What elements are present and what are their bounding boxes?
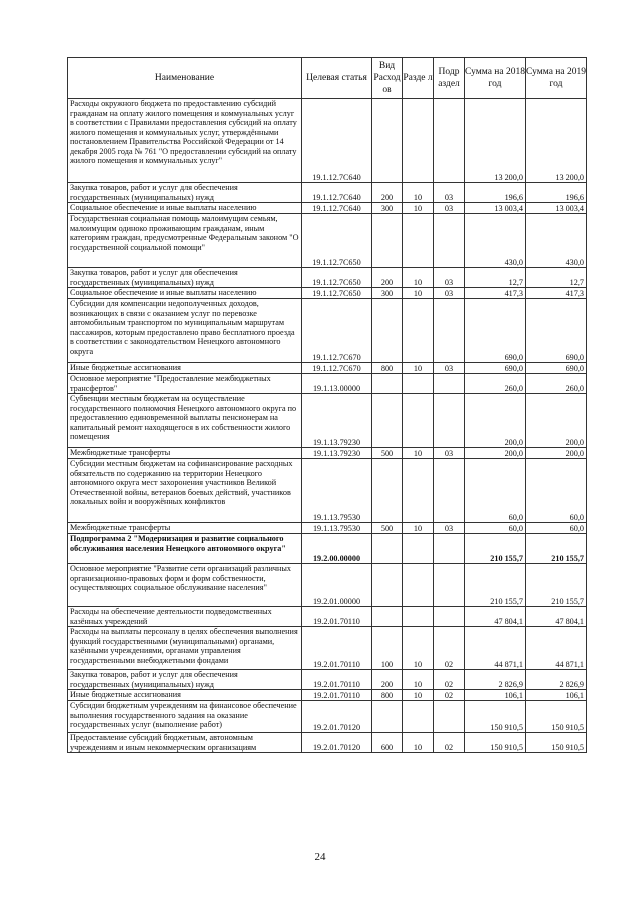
row-name: Иные бюджетные ассигнования — [68, 363, 302, 374]
row-name: Основное мероприятие "Развитие сети организаций различных организационно-правовых форм и форм собственности, осуществляющих социальное обслуживание населения" — [68, 564, 302, 607]
row-section — [403, 214, 434, 268]
row-target-article: 19.2.01.70120 — [302, 701, 372, 733]
row-sum-2018: 13 200,0 — [465, 99, 526, 183]
row-subsection — [434, 99, 465, 183]
row-expense-type — [372, 299, 403, 363]
row-expense-type — [372, 394, 403, 448]
row-subsection — [434, 459, 465, 523]
row-target-article: 19.1.12.7С640 — [302, 183, 372, 203]
row-subsection: 03 — [434, 363, 465, 374]
row-section: 10 — [403, 670, 434, 690]
table-row — [68, 670, 587, 690]
row-target-article: 19.1.13.79530 — [302, 523, 372, 534]
row-sum-2018: 44 871,1 — [465, 627, 526, 670]
header-sum-2019: Сумма на 2019 год — [526, 58, 587, 99]
table-header-row — [68, 58, 587, 99]
row-sum-2019: 106,1 — [526, 690, 587, 701]
row-subsection: 02 — [434, 690, 465, 701]
row-expense-type: 300 — [372, 203, 403, 214]
table-row — [68, 627, 587, 670]
header-target-article: Целевая статья — [302, 58, 372, 99]
row-subsection — [434, 214, 465, 268]
row-section — [403, 701, 434, 733]
row-name: Социальное обеспечение и иные выплаты населению — [68, 203, 302, 214]
row-target-article: 19.2.01.70110 — [302, 627, 372, 670]
row-sum-2019: 417,3 — [526, 288, 587, 299]
row-section: 10 — [403, 627, 434, 670]
row-subsection — [434, 299, 465, 363]
row-target-article: 19.1.12.7С650 — [302, 214, 372, 268]
row-name: Расходы на обеспечение деятельности подведомственных казённых учреждений — [68, 607, 302, 627]
row-sum-2018: 260,0 — [465, 374, 526, 394]
row-sum-2019: 47 804,1 — [526, 607, 587, 627]
row-sum-2019: 13 200,0 — [526, 99, 587, 183]
row-expense-type: 500 — [372, 523, 403, 534]
row-subsection: 03 — [434, 523, 465, 534]
row-sum-2019: 430,0 — [526, 214, 587, 268]
row-name: Предоставление субсидий бюджетным, автономным учреждениям и иным некоммерческим организациям — [68, 733, 302, 753]
row-sum-2018: 196,6 — [465, 183, 526, 203]
row-sum-2018: 417,3 — [465, 288, 526, 299]
table-row — [68, 363, 587, 374]
table-row — [68, 214, 587, 268]
row-subsection: 03 — [434, 203, 465, 214]
row-subsection — [434, 607, 465, 627]
row-subsection — [434, 701, 465, 733]
row-sum-2019: 2 826,9 — [526, 670, 587, 690]
row-subsection — [434, 374, 465, 394]
row-target-article: 19.1.12.7С670 — [302, 363, 372, 374]
row-section — [403, 534, 434, 564]
row-target-article: 19.2.01.00000 — [302, 564, 372, 607]
table-row — [68, 564, 587, 607]
row-sum-2018: 200,0 — [465, 394, 526, 448]
row-subsection: 02 — [434, 733, 465, 753]
row-expense-type — [372, 214, 403, 268]
row-sum-2019: 260,0 — [526, 374, 587, 394]
row-section: 10 — [403, 203, 434, 214]
row-section — [403, 564, 434, 607]
row-name: Социальное обеспечение и иные выплаты населению — [68, 288, 302, 299]
row-section: 10 — [403, 268, 434, 288]
row-sum-2018: 2 826,9 — [465, 670, 526, 690]
header-subsection: Подр аздел — [434, 58, 465, 99]
header-sum-2018: Сумма на 2018 год — [465, 58, 526, 99]
row-section — [403, 99, 434, 183]
row-sum-2019: 12,7 — [526, 268, 587, 288]
table-row — [68, 534, 587, 564]
row-name: Расходы окружного бюджета по предоставлению субсидий гражданам на оплату жилого помещения и коммунальных услуг в соответствии с Правилами предоставления субсидий на оплату жилого помещения и коммунальных услуг, утверждёнными постановлением Правительства Российской Федерации от 14 декабря 2005 года № 761 "О предоставлении субсидий на оплату жилого помещения и коммунальных услуг" — [68, 99, 302, 183]
row-expense-type — [372, 701, 403, 733]
row-name: Субвенции местным бюджетам на осуществление государственного полномочия Ненецкого автономного округа по предоставлению единовременной выплаты пенсионерам на капитальный ремонт находящегося в их собственности жилого помещения — [68, 394, 302, 448]
row-sum-2019: 44 871,1 — [526, 627, 587, 670]
row-name: Государственная социальная помощь малоимущим семьям, малоимущим одиноко проживающим гражданам, иным категориям граждан, предусмотренные Федеральным законом "О государственной социальной помощи" — [68, 214, 302, 268]
row-name: Межбюджетные трансферты — [68, 523, 302, 534]
row-name: Субсидии местным бюджетам на софинансирование расходных обязательств по содержанию на территории Ненецкого автономного округа мест захоронения участников Великой Отечественной войны, ветеранов боевых действий, участников локальных войн и вооружённых конфликтов — [68, 459, 302, 523]
row-target-article: 19.1.13.79230 — [302, 394, 372, 448]
table-row — [68, 183, 587, 203]
row-section: 10 — [403, 183, 434, 203]
table-row — [68, 701, 587, 733]
row-subsection — [434, 564, 465, 607]
row-section — [403, 394, 434, 448]
row-section — [403, 374, 434, 394]
table-row — [68, 733, 587, 753]
row-name: Иные бюджетные ассигнования — [68, 690, 302, 701]
row-sum-2019: 13 003,4 — [526, 203, 587, 214]
row-expense-type: 800 — [372, 690, 403, 701]
table-row — [68, 523, 587, 534]
row-sum-2018: 60,0 — [465, 523, 526, 534]
row-name: Расходы на выплаты персоналу в целях обеспечения выполнения функций государственными (муниципальными) органами, казёнными учреждениями, органами управления государственными внебюджетными фондами — [68, 627, 302, 670]
row-section: 10 — [403, 288, 434, 299]
row-expense-type: 200 — [372, 670, 403, 690]
row-sum-2019: 150 910,5 — [526, 733, 587, 753]
row-name: Субсидии бюджетным учреждениям на финансовое обеспечение выполнения государственного задания на оказание государственных услуг (выполнение работ) — [68, 701, 302, 733]
row-sum-2019: 150 910,5 — [526, 701, 587, 733]
row-name: Закупка товаров, работ и услуг для обеспечения государственных (муниципальных) нужд — [68, 268, 302, 288]
row-sum-2019: 60,0 — [526, 459, 587, 523]
table-row — [68, 299, 587, 363]
row-subsection — [434, 394, 465, 448]
row-sum-2018: 13 003,4 — [465, 203, 526, 214]
row-target-article: 19.2.01.70120 — [302, 733, 372, 753]
table-row — [68, 268, 587, 288]
row-name: Закупка товаров, работ и услуг для обеспечения государственных (муниципальных) нужд — [68, 670, 302, 690]
table-row — [68, 99, 587, 183]
header-section: Разде л — [403, 58, 434, 99]
row-section — [403, 299, 434, 363]
row-subsection: 03 — [434, 448, 465, 459]
row-target-article: 19.1.12.7С650 — [302, 268, 372, 288]
row-expense-type — [372, 534, 403, 564]
row-expense-type: 800 — [372, 363, 403, 374]
row-name: Межбюджетные трансферты — [68, 448, 302, 459]
table-row — [68, 448, 587, 459]
row-sum-2018: 210 155,7 — [465, 564, 526, 607]
row-expense-type: 100 — [372, 627, 403, 670]
table-row — [68, 288, 587, 299]
row-sum-2019: 200,0 — [526, 394, 587, 448]
row-sum-2018: 150 910,5 — [465, 701, 526, 733]
row-subsection: 02 — [434, 670, 465, 690]
row-target-article: 19.1.12.7С640 — [302, 99, 372, 183]
row-sum-2019: 690,0 — [526, 299, 587, 363]
page-number: 24 — [314, 851, 326, 863]
row-subsection: 03 — [434, 268, 465, 288]
row-section: 10 — [403, 448, 434, 459]
row-section: 10 — [403, 523, 434, 534]
row-expense-type: 600 — [372, 733, 403, 753]
row-target-article: 19.2.01.70110 — [302, 607, 372, 627]
row-subsection: 03 — [434, 183, 465, 203]
table-row — [68, 459, 587, 523]
row-sum-2018: 60,0 — [465, 459, 526, 523]
row-sum-2018: 200,0 — [465, 448, 526, 459]
table-row — [68, 394, 587, 448]
header-expense-type: Вид Расход ов — [372, 58, 403, 99]
row-name: Основное мероприятие "Предоставление межбюджетных трансфертов" — [68, 374, 302, 394]
row-target-article: 19.1.12.7С670 — [302, 299, 372, 363]
row-section: 10 — [403, 733, 434, 753]
row-target-article: 19.1.13.79530 — [302, 459, 372, 523]
row-sum-2019: 196,6 — [526, 183, 587, 203]
row-subsection — [434, 534, 465, 564]
row-target-article: 19.2.01.70110 — [302, 670, 372, 690]
row-subsection: 02 — [434, 627, 465, 670]
row-sum-2019: 210 155,7 — [526, 534, 587, 564]
row-expense-type — [372, 99, 403, 183]
row-expense-type: 300 — [372, 288, 403, 299]
row-target-article: 19.1.12.7С640 — [302, 203, 372, 214]
row-sum-2018: 12,7 — [465, 268, 526, 288]
row-expense-type: 200 — [372, 268, 403, 288]
row-sum-2019: 690,0 — [526, 363, 587, 374]
row-expense-type — [372, 564, 403, 607]
table-row — [68, 374, 587, 394]
table-row — [68, 203, 587, 214]
row-sum-2018: 106,1 — [465, 690, 526, 701]
row-target-article: 19.2.00.00000 — [302, 534, 372, 564]
row-sum-2019: 60,0 — [526, 523, 587, 534]
budget-table — [67, 57, 587, 753]
row-sum-2018: 690,0 — [465, 363, 526, 374]
row-section — [403, 607, 434, 627]
row-target-article: 19.1.13.00000 — [302, 374, 372, 394]
table-row — [68, 607, 587, 627]
row-name: Субсидии для компенсации недополученных доходов, возникающих в связи с оказанием услуг по перевозке автомобильным транспортом по муниципальным маршрутам пассажиров, которым предоставлено право бесплатного проезда в соответствии с законодательством Ненецкого автономного округа — [68, 299, 302, 363]
row-expense-type — [372, 374, 403, 394]
row-section — [403, 459, 434, 523]
row-expense-type — [372, 607, 403, 627]
row-section: 10 — [403, 363, 434, 374]
row-target-article: 19.2.01.70110 — [302, 690, 372, 701]
row-sum-2019: 200,0 — [526, 448, 587, 459]
row-sum-2018: 210 155,7 — [465, 534, 526, 564]
row-target-article: 19.1.12.7С650 — [302, 288, 372, 299]
row-subsection: 03 — [434, 288, 465, 299]
row-expense-type: 500 — [372, 448, 403, 459]
row-name: Подпрограмма 2 "Модернизация и развитие социального обслуживания населения Ненецкого автономного округа" — [68, 534, 302, 564]
row-sum-2018: 47 804,1 — [465, 607, 526, 627]
table-row — [68, 690, 587, 701]
row-expense-type — [372, 459, 403, 523]
row-target-article: 19.1.13.79230 — [302, 448, 372, 459]
row-sum-2019: 210 155,7 — [526, 564, 587, 607]
row-name: Закупка товаров, работ и услуг для обеспечения государственных (муниципальных) нужд — [68, 183, 302, 203]
row-section: 10 — [403, 690, 434, 701]
row-sum-2018: 150 910,5 — [465, 733, 526, 753]
row-sum-2018: 430,0 — [465, 214, 526, 268]
header-name: Наименование — [68, 58, 302, 99]
row-sum-2018: 690,0 — [465, 299, 526, 363]
row-expense-type: 200 — [372, 183, 403, 203]
